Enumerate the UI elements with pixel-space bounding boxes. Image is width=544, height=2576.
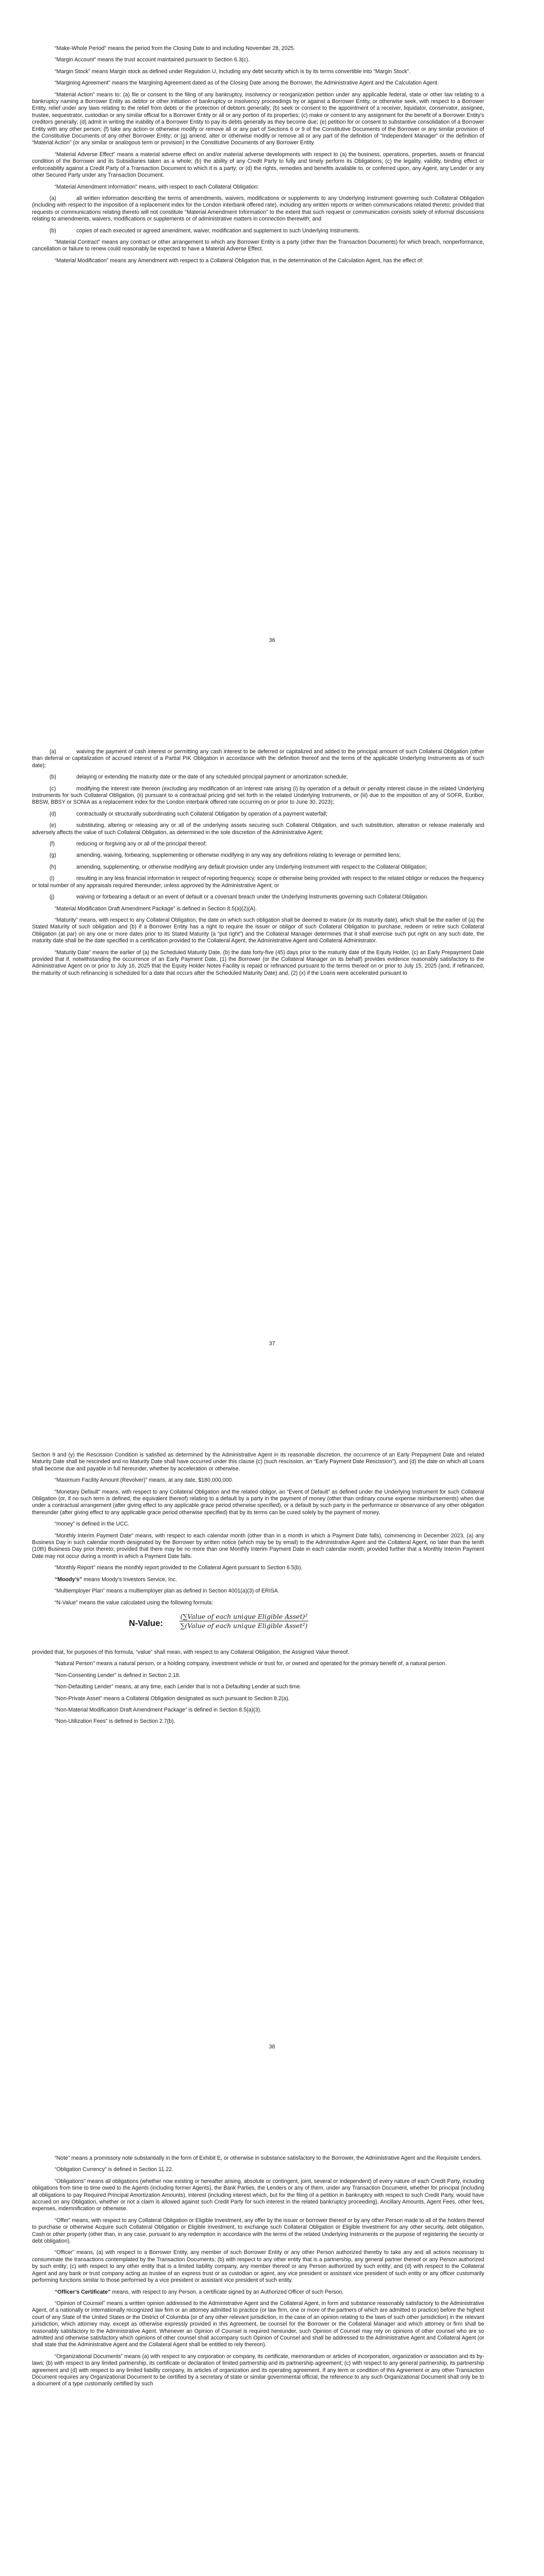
defined-term: “Moody’s” — [55, 1576, 83, 1583]
list-item — [32, 852, 484, 859]
page-body — [32, 1452, 484, 1730]
definition-text: means, with respect to any Person, a certificate signed by an Authorized Officer of such Person. — [110, 2289, 344, 2295]
list-item — [32, 228, 484, 234]
definition-paragraph: “Obligation Currency” is defined in Section 11.22. — [55, 2166, 174, 2173]
list-item-label: (h) — [50, 863, 56, 870]
definition-paragraph: “Material Modification Draft Amendment Package” is defined in Section 8.5(a)(2)(A). — [55, 905, 257, 912]
list-item-label: (b) — [50, 774, 56, 781]
page-body — [32, 45, 484, 269]
definition-paragraph: “Monetary Default” means, with respect to any Collateral Obligation and the related obligor, an “Event of Default” as defined under the Underlying Instrument for such Collateral Obligation (or, if no such term is defined, the equivalent thereof) relating to a default by a party in the payment of money (other than ordinary course expense reimbursements) when due under a contractual arrangement (after giving effect to any applicable grace period otherwise specified), or a default by such party in the performance or observance of any other obligation thereunder (after giving effect to any applicable grace period otherwise specified) that by its terms can be cured solely by the payment of money. — [32, 1488, 484, 1516]
list-item-label: (f) — [50, 841, 55, 848]
definition-paragraph: “Material Adverse Effect” means a material adverse effect on and/or material adverse developments with respect to (a) the business, operations, properties, assets or financial condition of the Borrower and its Subsidiaries taken as a whole; (b) the ability of any Credit Party to fully and timely perform its Obligations; (c) the legality, validity, binding effect or enforceability against a Credit Party of a Transaction Document to which it is a party; or (d) the rights, remedies and benefits available to, or conferred upon, any Agent, any Lender or any other Secured Party under any Transaction Document. — [32, 151, 484, 179]
page-body — [32, 749, 484, 981]
list-item — [32, 774, 484, 781]
list-item-text: contractually or structurally subordinating such Collateral Obligation by operation of a payment waterfall; — [76, 810, 327, 817]
document-page-37 — [0, 703, 544, 1406]
list-item-text: reducing or forgiving any or all of the principal thereof; — [76, 841, 207, 848]
defined-term: “Officer’s Certificate” — [55, 2289, 111, 2295]
list-item-label: (j) — [50, 894, 55, 901]
list-item-text: copies of each executed or agreed amendment, waiver, modification and supplement to such Underlying Instruments. — [76, 227, 360, 234]
list-item-text: modifying the interest rate thereon (excluding any modification of an interest rate arising (i) by operation of a default or penalty interest clause in the related Underlying Instruments for such Collateral Obligation, (ii) pursuant to a contractual pricing grid set forth in the related Underlying Instruments, or (iii) due to the imposition of any of SOFR, Euribor, BBSW, BBSY or SONIA as a replacement index for the London interbank offered rate occurring on or prior to June 30, 2023); — [32, 785, 484, 806]
definition-paragraph: “Non-Utilization Fees” is defined in Section 2.7(b). — [55, 1718, 175, 1725]
definition-paragraph: “Maturity Date” means the earlier of (a) the Scheduled Maturity Date, (b) the date forty-five (45) days prior to the maturity date of the Equity Holder, (c) an Early Prepayment Date provided that if, notwithstanding the occurrence of an Early Payment Date, (1) the Borrower (or the Collateral Manager on its behalf) provides evidence reasonably satisfactory to the Administrative Agent on or prior to July 16, 2025 that the Equity Holder Notes Facility is repaid or refinanced pursuant to the terms thereof on or prior to July 15, 2025 (and, if refinanced, the maturity of such refinancing is scheduled for a date that occurs after the Scheduled Maturity Date) and, (2) (x) if the Loans were accelerated pursuant to — [32, 949, 484, 976]
definition-paragraph: “Non-Consenting Lender” is defined in Section 2.18. — [55, 1672, 180, 1679]
list-item — [32, 875, 484, 889]
document-page-38 — [0, 1406, 544, 2110]
list-item-text: waiving the payment of cash interest or permitting any cash interest to be deferred or capitalized and added to the principal amount of such Collateral Obligation (other than deferral or capitalization of accrued interest of a Partial PIK Obligation in accordance with the definition thereof and the terms of the applicable Underlying Instruments as of such date); — [32, 749, 484, 769]
list-item-text: waiving or forbearing a default or an event of default or a covenant breach under the Underlying Instruments governing such Collateral Obligation. — [76, 894, 428, 901]
definition-paragraph — [32, 1577, 484, 1583]
definition-paragraph: “Offer” means, with respect to any Collateral Obligation or Eligible Investment, any offer by the issuer or borrower thereof or by any other Person made to all of the holders thereof to purchase or otherwise Acquire such Collateral Obligation or Eligible Investment, to exchange such Collateral Obligation or Eligible Investment for any other security, debt obligation, Cash or other property (other than, in any case, pursuant to any redemption in accordance with the terms of the related Underlying Instruments or the purpose of registering the security or debt obligation). — [32, 2217, 484, 2245]
definition-paragraph: “Maximum Facility Amount (Revolver)” means, at any date, $180,000,000. — [55, 1477, 234, 1484]
list-item-label: (i) — [50, 875, 55, 882]
list-item — [32, 894, 484, 901]
definition-paragraph: “Material Modification” means any Amendment with respect to a Collateral Obligation that, in the determination of the Calculation Agent, has the effect of: — [55, 257, 424, 264]
list-item-label: (g) — [50, 852, 56, 859]
definition-paragraph: provided that, for purposes of this formula, “value” shall mean, with respect to any Collateral Obligation, the Assigned Value thereof. — [32, 1649, 350, 1655]
definition-paragraph: “Organizational Documents” means (a) with respect to any corporation or company, its certificate, memorandum or articles of incorporation, organization or association and its by-laws; (b) with respect to any limited partnership, its certificate or declaration of limited partnership and its partnership agreement; (c) with respect to any general partnership, its partnership agreement and (d) with respect to any limited liability company, its articles of organization and its operating agreement. If any term or condition of this Agreement or any other Transaction Document requires any Organizational Document to be certified by a secretary of state or similar governmental official, the reference to any such Organizational Document shall only be to a document of a type customarily certified by such — [32, 2353, 484, 2387]
definition-paragraph: “Non-Private Asset” means a Collateral Obligation designated as such pursuant to Section 8.2(a). — [55, 1695, 290, 1702]
definition-paragraph: “Material Amendment Information” means, with respect to each Collateral Obligation: — [55, 183, 259, 190]
list-item-label: (a) — [50, 749, 56, 755]
list-item — [32, 811, 484, 818]
definition-paragraph: “Note” means a promissory note substantially in the form of Exhibit E, or otherwise in substance satisfactory to the Borrower, the Administrative Agent and the Requisite Lenders. — [55, 2155, 482, 2161]
definition-paragraph: “Make-Whole Period” means the period from the Closing Date to and including November 28, 2025. — [55, 45, 295, 52]
list-item-text: amending, supplementing, or otherwise modifying any default provision under any Underlying Instrument with respect to the Collateral Obligation; — [76, 863, 427, 870]
formula-denominator: ∑(Value of each unique Eligible Asset²) — [180, 1622, 308, 1630]
page-body — [32, 2155, 484, 2393]
definition-paragraph: “N-Value” means the value calculated using the following formula: — [55, 1599, 213, 1606]
page-number: 38 — [269, 2044, 275, 2050]
definition-paragraph: “Monthly Interim Payment Date” means, with respect to each calendar month (other than in a month in which a Payment Date falls), commencing in December 2023, (a) any Business Day in such calendar month designated by the Borrower by written notice (which may be by email) to the Administrative Agent and the Collateral Agent, no later than the tenth (10th) Business Day prior thereto; provided that there may be no more than one Monthly Interim Payment Date in each calendar month; provided further that a Monthly Interim Payment Date may not occur during a month in which a Payment Date falls. — [32, 1532, 484, 1560]
definition-text: means Moody’s Investors Service, Inc. — [82, 1576, 177, 1583]
formula-label: N-Value: — [129, 1618, 163, 1628]
list-item-text: substituting, altering or releasing any or all of the underlying assets securing such Collateral Obligation, and such substitution, alteration or release materially and adversely affects the value of such Collateral Obligation, as determined in the sole discretion of the Administrative Agent; — [32, 822, 484, 836]
list-item-text: resulting in any less financial information in respect of reporting frequency, scope or otherwise being provided with respect to the related obligor or reduces the frequency or total number of any appraisals required thereunder, unless approved by the Administrative Agent; or — [32, 875, 484, 889]
list-item — [32, 749, 484, 769]
definition-paragraph: “Obligations” means all obligations (whether now existing or hereafter arising, absolute or contingent, joint, several or independent) of every nature of each Credit Party, including obligations from time to time owed to the Agents (including former Agents), the Bank Parties, the Lenders or any of them, under any Transaction Document, whether for principal (including all obligations to pay Required Principal Amortization Amounts), interest (including interest which, but for the filing of a petition in bankruptcy with respect to such Credit Party, would have accrued on any Obligation, whether or not a claim is allowed against such Credit Party for such interest in the related bankruptcy proceeding), Ancillary Amounts, Agent Fees, other fees, expenses, indemnification or otherwise. — [32, 2178, 484, 2212]
definition-paragraph: “Multiemployer Plan” means a multiemployer plan as defined in Section 4001(a)(3) of ERISA. — [55, 1588, 279, 1595]
definition-paragraph: “Margin Stock” means Margin stock as defined under Regulation U, including any debt security which is by its terms convertible into “Margin Stock”. — [55, 68, 411, 75]
list-item-label: (d) — [50, 810, 56, 817]
definition-paragraph: “Natural Person” means a natural person, or a holding company, investment vehicle or trust for, or owned and operated for the primary benefit of, a natural person. — [55, 1660, 447, 1667]
definition-paragraph: “Non-Material Modification Draft Amendment Package” is defined in Section 8.5(a)(3). — [55, 1706, 261, 1713]
list-item — [32, 822, 484, 836]
list-item-text: all written information describing the terms of amendments, waivers, modifications or supplements to any Underlying Instrument governing such Collateral Obligation (including with respect to the imposition of a replacement index for the London interbank offered rate), including any written reports or written communications related thereto; provided that requests or communications relating thereto will not constitute “Material Amendment Information” to the extent that such request or communication consists solely of informal discussions relating to amendments, waivers, modifications or supplements or of administrative matters in connection therewith; and — [32, 195, 484, 223]
list-item-text: amending, waiving, forbearing, supplementing or otherwise modifying in any way any definitions relating to leverage or permitted liens; — [76, 852, 401, 859]
document-page-39 — [0, 2110, 544, 2576]
definition-paragraph — [32, 2289, 484, 2296]
formula-fraction — [179, 1613, 308, 1630]
definition-paragraph: “Material Action” means to: (a) file or consent to the filing of any bankruptcy, insolvency or reorganization petition under any applicable federal, state or other law relating to a bankruptcy naming a Borrower Entity as debtor or other initiation of bankruptcy or insolvency proceedings by or against a Borrower Entity, or otherwise seek, with respect to a Borrower Entity, relief under any laws relating to the relief from debts or the protection of debtors generally; (b) seek or consent to the appointment of a receiver, liquidator, conservator, assignee, trustee, sequestrator, custodian or any similar official for a Borrower Entity or all or any portion of its properties; (c) make or consent to any assignment for the benefit of a Borrower Entity’s creditors generally; (d) admit in writing the inability of a Borrower Entity to pay its debts generally as they become due; (e) petition for or consent to substantive consolidation of a Borrower Entity with any other person; (f) take any action or otherwise modify or remove all or any part of Sections 6 or 9 of the Constitutive Documents of the Borrower or any similar provision of the Constitutive Documents of any other Borrower Entity; or (g) amend, alter or otherwise modify or remove all or any part of the definition of “Independent Manager” or the definition of “Material Action” (or any similar or analogous term or provision) in the Constitutive Documents of any Borrower Entity. — [32, 91, 484, 146]
definition-paragraph: “Margin Account” means the trust account maintained pursuant to Section 6.3(c). — [55, 57, 250, 63]
definition-paragraph: “money” is defined in the UCC. — [55, 1521, 129, 1528]
list-item — [32, 864, 484, 871]
list-item-label: (c) — [50, 785, 56, 792]
list-item — [32, 786, 484, 806]
definition-paragraph: “Margining Agreement” means the Margining Agreement dated as of the Closing Date among the Borrower, the Administrative Agent and the Calculation Agent. — [55, 80, 439, 87]
list-item-label: (e) — [50, 822, 56, 829]
definition-paragraph: “Opinion of Counsel” means a written opinion addressed to the Administrative Agent and the Collateral Agent, in form and substance reasonably satisfactory to the Administrative Agent, of a nationally or internationally recognized law firm or an attorney admitted to practice (or law firm, one or more of the partners of which are admitted to practice) before the highest court of any State of the United States or the District of Columbia (or of any other relevant jurisdiction, in the case of an opinion relating to the laws of such other jurisdiction) in the relevant jurisdiction, which attorney may, except as otherwise expressly provided in this Agreement, be counsel for the Borrower or the Collateral Manager and which attorney or firm shall be reasonably satisfactory to the Administrative Agent. Whenever an Opinion of Counsel is required hereunder, such Opinion of Counsel may rely on opinions of other counsel who are so admitted and otherwise satisfactory which opinions of other counsel shall accompany such Opinion of Counsel and shall be addressed to the Administrative Agent and Collateral Agent (or shall state that the Administrative Agent and the Collateral Agent shall be entitled to rely thereon). — [32, 2300, 484, 2348]
document-page-36 — [0, 0, 544, 703]
list-item — [32, 841, 484, 848]
definition-paragraph: “Material Contract” means any contract or other arrangement to which any Borrower Entity is a party (other than the Transaction Documents) for which breach, nonperformance, cancellation or failure to renew could reasonably be expected to have a Material Adverse Effect. — [32, 239, 484, 252]
page-number: 36 — [269, 637, 275, 643]
list-item — [32, 195, 484, 223]
list-item-text: delaying or extending the maturity date or the date of any scheduled principal payment or amortization schedule; — [76, 774, 348, 781]
definition-paragraph: “Officer” means, (a) with respect to a Borrower Entity, any member of such Borrower Entity or any other Person authorized thereby to take any and all actions necessary to consummate the transactions contemplated by the Transaction Documents; (b) with respect to any other entity that is a partnership, any general partner thereof or any Person authorized by such entity; (c) with respect to any other entity that is a limited liability company, any member thereof or any Person authorized by such entity; and (d) with respect to the Collateral Agent and any bank or trust company acting as trustee of an express trust or as custodian or agent, any vice president or assistant vice president of such entity or any officer customarily performing functions similar to those performed by a vice president or assistant vice president of such entity. — [32, 2249, 484, 2284]
n-value-formula — [32, 1611, 484, 1643]
definition-paragraph: “Non-Defaulting Lender” means, at any time, each Lender that is not a Defaulting Lender at such time. — [55, 1684, 302, 1690]
formula-numerator: (∑Value of each unique Eligible Asset)² — [179, 1613, 308, 1621]
definition-paragraph: “Monthly Report” means the monthly report provided to the Collateral Agent pursuant to Section 6.5(b). — [55, 1565, 303, 1571]
list-item-label: (b) — [50, 227, 56, 234]
definition-paragraph: Section 9 and (y) the Rescission Condition is satisfied as determined by the Administrative Agent in its reasonable discretion, the occurrence of an Early Prepayment Date and related Maturity Date shall be rescinded and no Maturity Date shall have occurred under this clause (c) (such rescission, an “Early Payment Date Rescission”), and (d) the date on which all Loans shall become due and payable in full hereunder, whether by acceleration or otherwise. — [32, 1452, 484, 1472]
page-number: 37 — [269, 1341, 275, 1347]
definition-paragraph: “Maturity” means, with respect to any Collateral Obligation, the date on which such obligation shall be deemed to mature (or its maturity date), which shall be the earlier of (a) the Stated Maturity of such obligation and (b) if a Borrower Entity has a right to require the issuer or obligor of such Collateral Obligation to purchase, redeem or retire such Collateral Obligation (at par) on any one or more dates prior to its Stated Maturity (a “put right”) and the Collateral Manager determines that it shall exercise such put right on any such date, the maturity date shall be the date specified in a certification provided to the Collateral Agent, the Administrative Agent and Collateral Administrator. — [32, 917, 484, 944]
list-item-label: (a) — [50, 195, 56, 201]
